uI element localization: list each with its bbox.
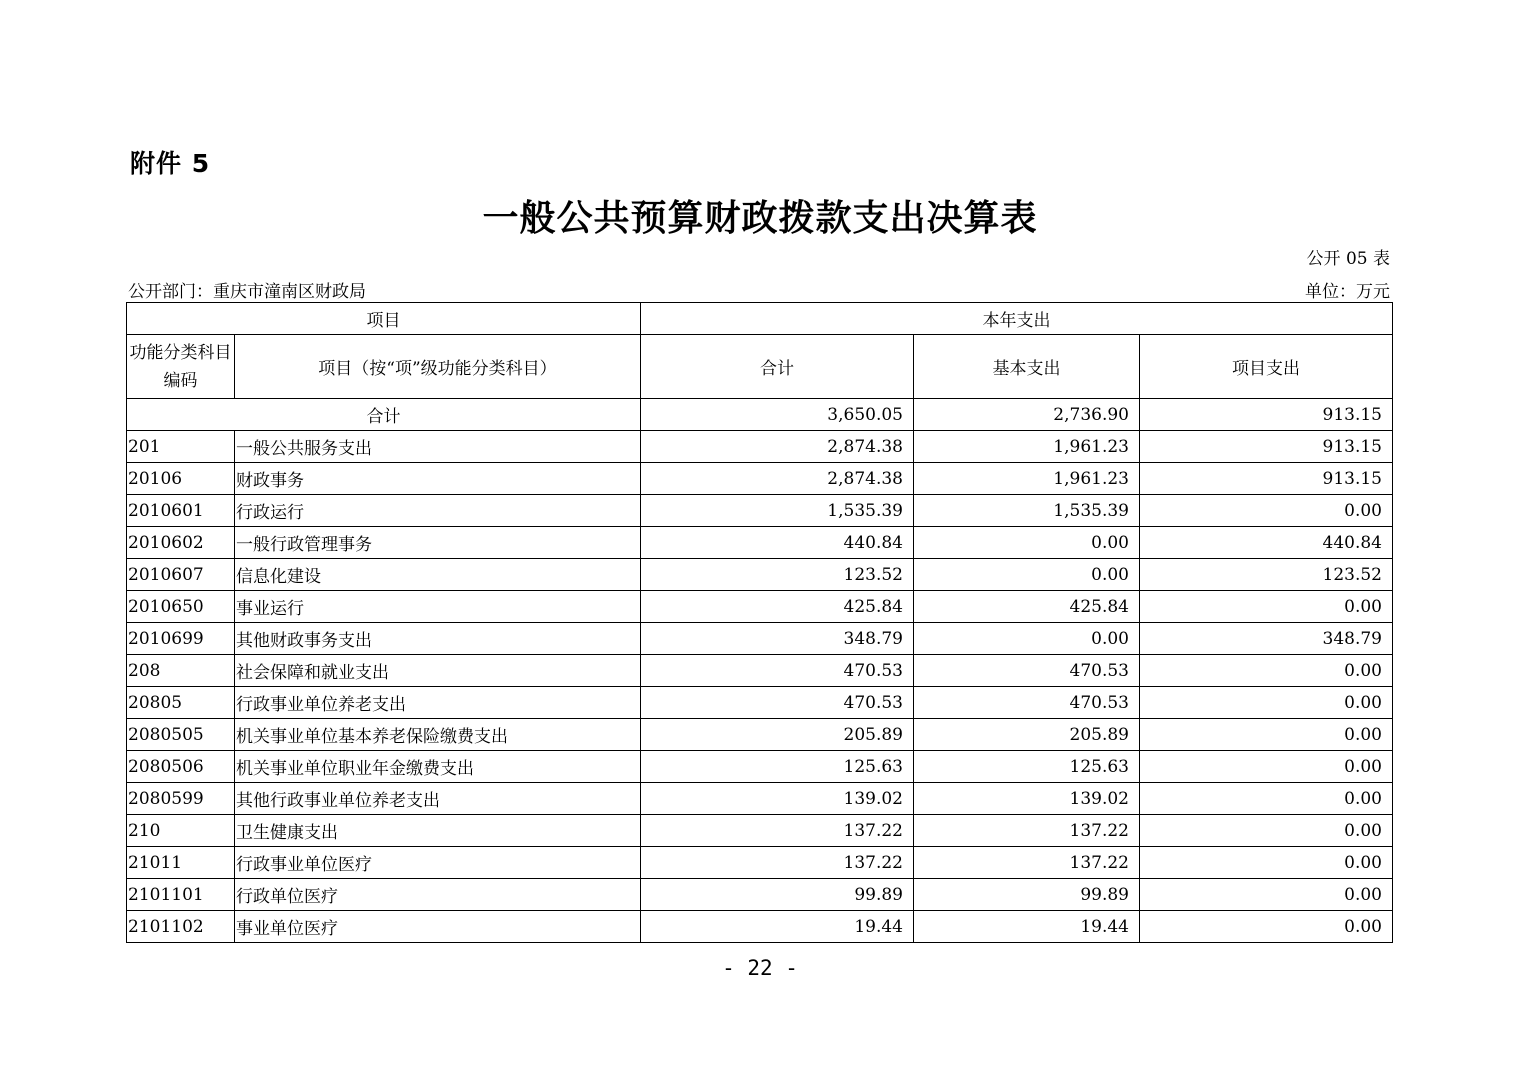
table-row — [127, 719, 1393, 751]
row-project: 0.00 — [1140, 719, 1393, 751]
table-row — [127, 591, 1393, 623]
table-subheader-row — [127, 335, 1393, 399]
row-project: 348.79 — [1140, 623, 1393, 655]
row-code: 20805 — [127, 687, 235, 719]
table-row — [127, 495, 1393, 527]
row-project: 440.84 — [1140, 527, 1393, 559]
table-row — [127, 783, 1393, 815]
table-row — [127, 463, 1393, 495]
row-name: 事业运行 — [235, 591, 641, 623]
row-total: 123.52 — [641, 559, 914, 591]
row-basic: 0.00 — [914, 623, 1140, 655]
row-code: 2080505 — [127, 719, 235, 751]
header-current-year-expense: 本年支出 — [641, 303, 1393, 335]
table-row — [127, 687, 1393, 719]
row-total: 139.02 — [641, 783, 914, 815]
row-basic: 1,961.23 — [914, 431, 1140, 463]
row-basic: 1,535.39 — [914, 495, 1140, 527]
table-row — [127, 559, 1393, 591]
row-project: 0.00 — [1140, 815, 1393, 847]
row-total: 137.22 — [641, 815, 914, 847]
row-project: 0.00 — [1140, 687, 1393, 719]
row-total: 99.89 — [641, 879, 914, 911]
row-project: 913.15 — [1140, 431, 1393, 463]
row-project: 123.52 — [1140, 559, 1393, 591]
row-code: 2080599 — [127, 783, 235, 815]
table-row — [127, 911, 1393, 943]
row-name: 机关事业单位基本养老保险缴费支出 — [235, 719, 641, 751]
row-total: 137.22 — [641, 847, 914, 879]
row-name: 社会保障和就业支出 — [235, 655, 641, 687]
row-project: 0.00 — [1140, 495, 1393, 527]
row-basic: 470.53 — [914, 687, 1140, 719]
row-name: 事业单位医疗 — [235, 911, 641, 943]
row-total: 470.53 — [641, 687, 914, 719]
row-total: 2,874.38 — [641, 431, 914, 463]
row-basic: 470.53 — [914, 655, 1140, 687]
row-basic: 19.44 — [914, 911, 1140, 943]
row-name: 行政事业单位医疗 — [235, 847, 641, 879]
table-row — [127, 655, 1393, 687]
row-project: 913.15 — [1140, 463, 1393, 495]
row-name: 卫生健康支出 — [235, 815, 641, 847]
row-name: 信息化建设 — [235, 559, 641, 591]
row-name: 行政单位医疗 — [235, 879, 641, 911]
header-func-code: 功能分类科目编码 — [127, 335, 235, 399]
row-basic: 205.89 — [914, 719, 1140, 751]
row-name: 一般公共服务支出 — [235, 431, 641, 463]
row-code: 20106 — [127, 463, 235, 495]
row-total: 440.84 — [641, 527, 914, 559]
header-project-expense: 项目支出 — [1140, 335, 1393, 399]
table-row — [127, 847, 1393, 879]
table-row — [127, 431, 1393, 463]
row-code: 2010607 — [127, 559, 235, 591]
form-number: 公开 05 表 — [1306, 249, 1390, 269]
row-name: 财政事务 — [235, 463, 641, 495]
row-name: 其他行政事业单位养老支出 — [235, 783, 641, 815]
row-code: 210 — [127, 815, 235, 847]
total-row-basic: 2,736.90 — [914, 399, 1140, 431]
row-code: 2010699 — [127, 623, 235, 655]
attachment-label: 附件 5 — [130, 149, 211, 178]
row-basic: 137.22 — [914, 815, 1140, 847]
row-total: 125.63 — [641, 751, 914, 783]
unit-label: 单位：万元 — [1305, 282, 1390, 302]
row-basic: 137.22 — [914, 847, 1140, 879]
row-total: 470.53 — [641, 655, 914, 687]
table-row — [127, 623, 1393, 655]
row-code: 2010601 — [127, 495, 235, 527]
row-basic: 0.00 — [914, 527, 1140, 559]
row-total: 205.89 — [641, 719, 914, 751]
row-basic: 1,961.23 — [914, 463, 1140, 495]
row-project: 0.00 — [1140, 783, 1393, 815]
total-row-project: 913.15 — [1140, 399, 1393, 431]
row-project: 0.00 — [1140, 655, 1393, 687]
row-code: 21011 — [127, 847, 235, 879]
row-name: 行政运行 — [235, 495, 641, 527]
row-total: 425.84 — [641, 591, 914, 623]
page-title: 一般公共预算财政拨款支出决算表 — [482, 197, 1038, 239]
row-project: 0.00 — [1140, 591, 1393, 623]
row-code: 2010650 — [127, 591, 235, 623]
table-row — [127, 879, 1393, 911]
row-code: 2101101 — [127, 879, 235, 911]
row-name: 行政事业单位养老支出 — [235, 687, 641, 719]
header-item-name: 项目（按“项”级功能分类科目） — [235, 335, 641, 399]
row-name: 一般行政管理事务 — [235, 527, 641, 559]
header-basic: 基本支出 — [914, 335, 1140, 399]
row-project: 0.00 — [1140, 751, 1393, 783]
header-project: 项目 — [127, 303, 641, 335]
total-row-label: 合计 — [127, 399, 641, 431]
row-project: 0.00 — [1140, 879, 1393, 911]
total-row — [127, 399, 1393, 431]
row-total: 1,535.39 — [641, 495, 914, 527]
row-basic: 99.89 — [914, 879, 1140, 911]
row-basic: 0.00 — [914, 559, 1140, 591]
page-number: - 22 - — [722, 956, 798, 980]
table-row — [127, 815, 1393, 847]
row-code: 2080506 — [127, 751, 235, 783]
expense-table — [126, 302, 1393, 943]
total-row-total: 3,650.05 — [641, 399, 914, 431]
header-total: 合计 — [641, 335, 914, 399]
row-total: 348.79 — [641, 623, 914, 655]
row-name: 机关事业单位职业年金缴费支出 — [235, 751, 641, 783]
row-basic: 125.63 — [914, 751, 1140, 783]
row-basic: 425.84 — [914, 591, 1140, 623]
table-row — [127, 751, 1393, 783]
row-total: 19.44 — [641, 911, 914, 943]
row-basic: 139.02 — [914, 783, 1140, 815]
row-code: 201 — [127, 431, 235, 463]
department-label: 公开部门：重庆市潼南区财政局 — [128, 282, 366, 302]
row-project: 0.00 — [1140, 911, 1393, 943]
table-header-row — [127, 303, 1393, 335]
row-code: 2010602 — [127, 527, 235, 559]
row-code: 208 — [127, 655, 235, 687]
row-code: 2101102 — [127, 911, 235, 943]
row-project: 0.00 — [1140, 847, 1393, 879]
row-total: 2,874.38 — [641, 463, 914, 495]
table-row — [127, 527, 1393, 559]
row-name: 其他财政事务支出 — [235, 623, 641, 655]
